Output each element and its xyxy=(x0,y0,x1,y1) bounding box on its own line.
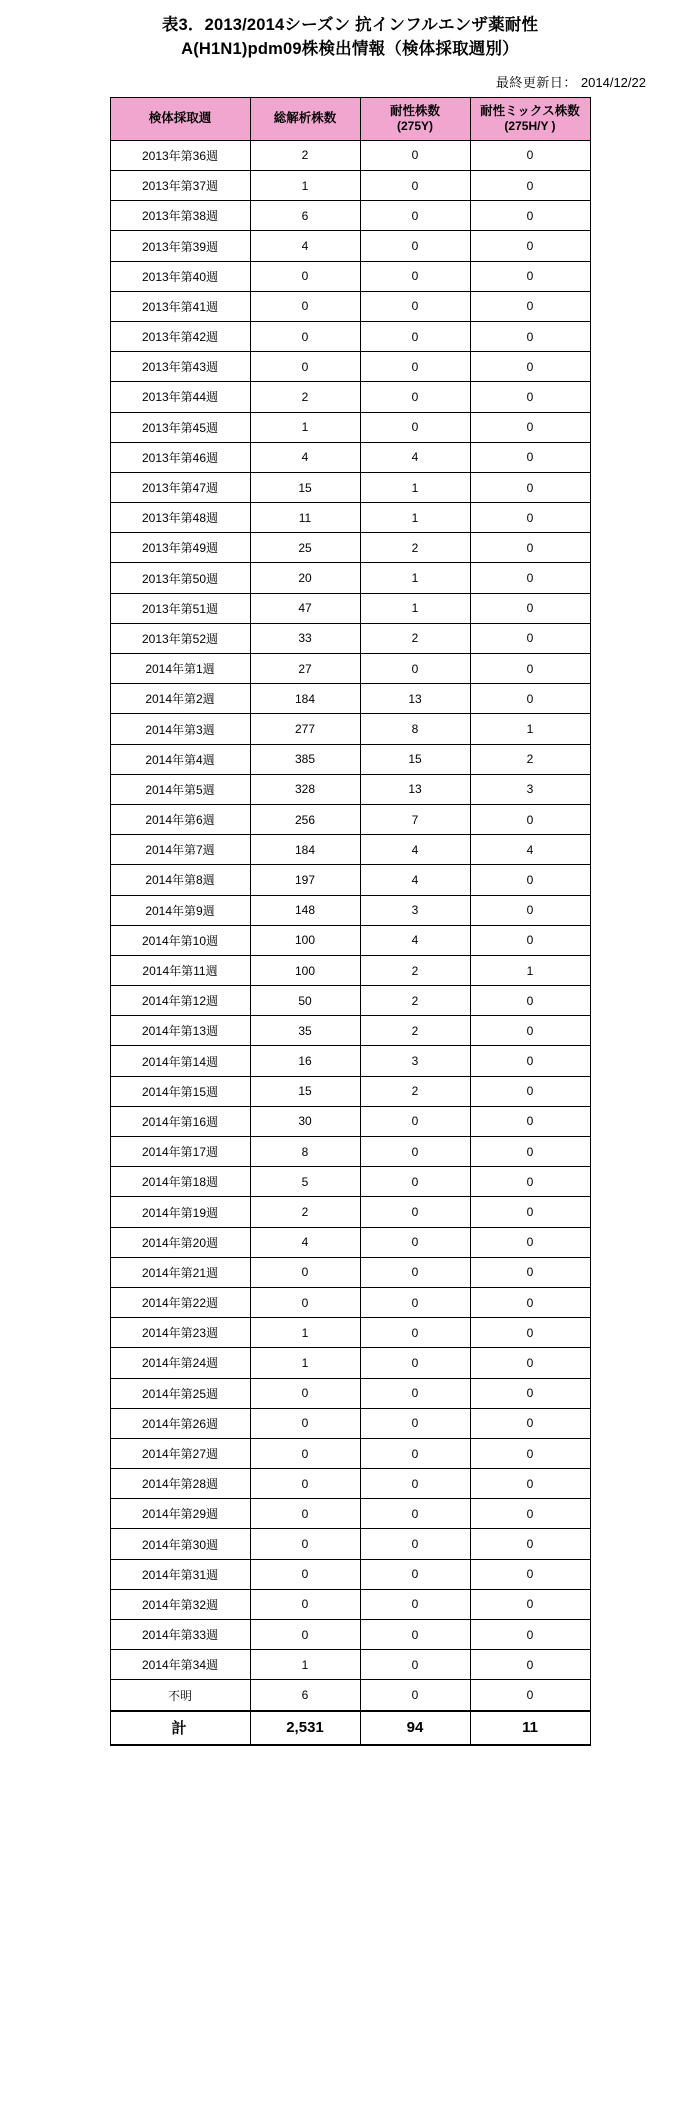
cell-week: 2013年第49週 xyxy=(110,533,250,563)
cell-mixed: 0 xyxy=(470,925,590,955)
table-row xyxy=(110,1227,590,1257)
table-row xyxy=(110,955,590,985)
cell-total: 1 xyxy=(250,1318,360,1348)
cell-mixed: 0 xyxy=(470,1167,590,1197)
cell-resistant: 0 xyxy=(360,261,470,291)
cell-total: 277 xyxy=(250,714,360,744)
cell-week: 2014年第6週 xyxy=(110,804,250,834)
cell-resistant: 0 xyxy=(360,1559,470,1589)
table-row xyxy=(110,1620,590,1650)
cell-resistant: 3 xyxy=(360,895,470,925)
table-row xyxy=(110,1257,590,1287)
column-header-week-main: 検体採取週 xyxy=(148,111,212,126)
cell-resistant: 4 xyxy=(360,925,470,955)
table-row xyxy=(110,1529,590,1559)
column-header-total-main: 総解析株数 xyxy=(273,111,337,126)
cell-total: 0 xyxy=(250,1469,360,1499)
table-row xyxy=(110,1137,590,1167)
cell-resistant: 0 xyxy=(360,1318,470,1348)
table-row xyxy=(110,1046,590,1076)
cell-total: 0 xyxy=(250,1378,360,1408)
cell-resistant: 4 xyxy=(360,865,470,895)
cell-mixed: 0 xyxy=(470,1348,590,1378)
cell-total: 20 xyxy=(250,563,360,593)
cell-week: 2013年第48週 xyxy=(110,503,250,533)
cell-total: 6 xyxy=(250,1680,360,1711)
table-row xyxy=(110,1408,590,1438)
cell-week: 2013年第52週 xyxy=(110,623,250,653)
cell-week: 不明 xyxy=(110,1680,250,1711)
cell-mixed: 0 xyxy=(470,1589,590,1619)
table-body xyxy=(110,140,590,1744)
cell-mixed: 0 xyxy=(470,1650,590,1680)
cell-mixed: 1 xyxy=(470,714,590,744)
cell-mixed: 0 xyxy=(470,1137,590,1167)
table-row xyxy=(110,563,590,593)
last-updated-value: 2014/12/22 xyxy=(580,74,646,90)
cell-mixed: 0 xyxy=(470,895,590,925)
table-row xyxy=(110,1287,590,1317)
cell-week: 2013年第46週 xyxy=(110,442,250,472)
cell-total: 328 xyxy=(250,774,360,804)
cell-mixed: 4 xyxy=(470,835,590,865)
cell-week: 2014年第22週 xyxy=(110,1287,250,1317)
cell-week: 2014年第34週 xyxy=(110,1650,250,1680)
cell-total: 0 xyxy=(250,1438,360,1468)
cell-mixed: 0 xyxy=(470,654,590,684)
cell-total: 0 xyxy=(250,352,360,382)
cell-total: 0 xyxy=(250,1620,360,1650)
cell-total: 33 xyxy=(250,623,360,653)
cell-total: 184 xyxy=(250,684,360,714)
cell-total: 4 xyxy=(250,231,360,261)
column-header-mixed-main: 耐性ミックス株数 xyxy=(480,103,580,118)
cell-resistant: 0 xyxy=(360,1680,470,1711)
table-row xyxy=(110,140,590,170)
cell-resistant: 0 xyxy=(360,382,470,412)
cell-week: 2014年第8週 xyxy=(110,865,250,895)
cell-resistant: 0 xyxy=(360,1197,470,1227)
table-row xyxy=(110,1469,590,1499)
cell-week: 2014年第28週 xyxy=(110,1469,250,1499)
table-container xyxy=(0,97,700,1746)
cell-total: 35 xyxy=(250,1016,360,1046)
cell-total: 2 xyxy=(250,1197,360,1227)
table-row xyxy=(110,533,590,563)
table-row xyxy=(110,835,590,865)
cell-resistant: 0 xyxy=(360,1348,470,1378)
cell-total: 2 xyxy=(250,140,360,170)
cell-resistant: 1 xyxy=(360,503,470,533)
cell-resistant: 7 xyxy=(360,804,470,834)
cell-week: 2014年第19週 xyxy=(110,1197,250,1227)
cell-mixed: 0 xyxy=(470,563,590,593)
cell-resistant: 2 xyxy=(360,986,470,1016)
cell-mixed: 0 xyxy=(470,1046,590,1076)
cell-mixed: 0 xyxy=(470,684,590,714)
cell-total: 184 xyxy=(250,835,360,865)
cell-mixed: 0 xyxy=(470,382,590,412)
cell-mixed: 1 xyxy=(470,955,590,985)
cell-resistant: 0 xyxy=(360,321,470,351)
table-row xyxy=(110,1106,590,1136)
cell-week: 2014年第26週 xyxy=(110,1408,250,1438)
cell-mixed: 0 xyxy=(470,231,590,261)
cell-week: 2014年第14週 xyxy=(110,1046,250,1076)
cell-mixed: 0 xyxy=(470,1620,590,1650)
cell-total: 15 xyxy=(250,472,360,502)
cell-week: 2014年第21週 xyxy=(110,1257,250,1287)
cell-mixed: 0 xyxy=(470,1378,590,1408)
cell-total: 148 xyxy=(250,895,360,925)
table-header-row xyxy=(110,97,590,140)
cell-total: 0 xyxy=(250,1287,360,1317)
cell-total: 1 xyxy=(250,412,360,442)
page-title xyxy=(0,0,700,62)
cell-mixed: 0 xyxy=(470,1559,590,1589)
column-header-resistant xyxy=(360,97,470,140)
table-total-row xyxy=(110,1711,590,1745)
cell-week: 2014年第25週 xyxy=(110,1378,250,1408)
table-row xyxy=(110,1650,590,1680)
title-line-1: 表3．2013/2014シーズン 抗インフルエンザ薬耐性 xyxy=(161,16,539,34)
cell-resistant: 0 xyxy=(360,1378,470,1408)
cell-resistant: 1 xyxy=(360,563,470,593)
cell-resistant: 0 xyxy=(360,1469,470,1499)
cell-resistant: 0 xyxy=(360,201,470,231)
cell-week: 2013年第38週 xyxy=(110,201,250,231)
cell-week: 2014年第15週 xyxy=(110,1076,250,1106)
cell-total: 8 xyxy=(250,1137,360,1167)
cell-mixed: 0 xyxy=(470,1318,590,1348)
cell-mixed: 0 xyxy=(470,1529,590,1559)
cell-week: 2014年第23週 xyxy=(110,1318,250,1348)
table-row xyxy=(110,1318,590,1348)
cell-resistant: 0 xyxy=(360,654,470,684)
cell-week: 2014年第7週 xyxy=(110,835,250,865)
table-row xyxy=(110,714,590,744)
cell-week: 2014年第31週 xyxy=(110,1559,250,1589)
cell-resistant: 0 xyxy=(360,1589,470,1619)
cell-week: 2013年第50週 xyxy=(110,563,250,593)
cell-mixed: 0 xyxy=(470,1287,590,1317)
total-row-label: 計 xyxy=(110,1711,250,1745)
cell-total: 16 xyxy=(250,1046,360,1076)
table-row xyxy=(110,231,590,261)
table-row xyxy=(110,201,590,231)
cell-resistant: 0 xyxy=(360,1227,470,1257)
cell-resistant: 0 xyxy=(360,291,470,321)
column-header-resistant-main: 耐性株数 xyxy=(389,103,440,118)
cell-total: 0 xyxy=(250,291,360,321)
cell-total: 4 xyxy=(250,442,360,472)
cell-total: 0 xyxy=(250,1559,360,1589)
cell-week: 2013年第40週 xyxy=(110,261,250,291)
cell-resistant: 3 xyxy=(360,1046,470,1076)
cell-resistant: 4 xyxy=(360,442,470,472)
cell-resistant: 0 xyxy=(360,1137,470,1167)
cell-resistant: 0 xyxy=(360,171,470,201)
cell-mixed: 0 xyxy=(470,865,590,895)
cell-resistant: 0 xyxy=(360,1438,470,1468)
cell-week: 2014年第2週 xyxy=(110,684,250,714)
table-row xyxy=(110,1680,590,1711)
cell-resistant: 2 xyxy=(360,1076,470,1106)
cell-total: 0 xyxy=(250,1257,360,1287)
cell-total: 2 xyxy=(250,382,360,412)
cell-total: 6 xyxy=(250,201,360,231)
cell-week: 2014年第27週 xyxy=(110,1438,250,1468)
table-row xyxy=(110,774,590,804)
cell-mixed: 0 xyxy=(470,140,590,170)
cell-week: 2014年第33週 xyxy=(110,1620,250,1650)
cell-week: 2013年第44週 xyxy=(110,382,250,412)
cell-resistant: 0 xyxy=(360,1408,470,1438)
cell-resistant: 0 xyxy=(360,352,470,382)
cell-total: 5 xyxy=(250,1167,360,1197)
cell-total: 0 xyxy=(250,1499,360,1529)
table-row xyxy=(110,261,590,291)
cell-mixed: 0 xyxy=(470,1408,590,1438)
cell-resistant: 13 xyxy=(360,774,470,804)
table-row xyxy=(110,442,590,472)
cell-week: 2013年第43週 xyxy=(110,352,250,382)
cell-week: 2014年第16週 xyxy=(110,1106,250,1136)
cell-mixed: 0 xyxy=(470,321,590,351)
cell-total: 1 xyxy=(250,1348,360,1378)
cell-mixed: 0 xyxy=(470,442,590,472)
cell-mixed: 3 xyxy=(470,774,590,804)
cell-mixed: 0 xyxy=(470,503,590,533)
table-row xyxy=(110,684,590,714)
cell-resistant: 8 xyxy=(360,714,470,744)
column-header-week xyxy=(110,97,250,140)
cell-resistant: 0 xyxy=(360,1106,470,1136)
cell-resistant: 0 xyxy=(360,1287,470,1317)
table-row xyxy=(110,382,590,412)
cell-total: 0 xyxy=(250,261,360,291)
cell-total: 4 xyxy=(250,1227,360,1257)
cell-mixed: 0 xyxy=(470,533,590,563)
cell-resistant: 0 xyxy=(360,1529,470,1559)
cell-total: 100 xyxy=(250,955,360,985)
table-row xyxy=(110,804,590,834)
cell-mixed: 0 xyxy=(470,1197,590,1227)
table-row xyxy=(110,472,590,502)
cell-mixed: 0 xyxy=(470,1106,590,1136)
table-row xyxy=(110,291,590,321)
table-row xyxy=(110,1076,590,1106)
table-row xyxy=(110,865,590,895)
table-row xyxy=(110,623,590,653)
cell-week: 2013年第45週 xyxy=(110,412,250,442)
cell-mixed: 0 xyxy=(470,472,590,502)
cell-resistant: 0 xyxy=(360,1650,470,1680)
cell-week: 2013年第47週 xyxy=(110,472,250,502)
cell-total: 385 xyxy=(250,744,360,774)
cell-week: 2014年第30週 xyxy=(110,1529,250,1559)
table-row xyxy=(110,1438,590,1468)
cell-resistant: 0 xyxy=(360,1167,470,1197)
table-row xyxy=(110,412,590,442)
detection-table xyxy=(110,97,591,1746)
cell-week: 2014年第24週 xyxy=(110,1348,250,1378)
cell-week: 2014年第13週 xyxy=(110,1016,250,1046)
cell-week: 2014年第32週 xyxy=(110,1589,250,1619)
cell-resistant: 4 xyxy=(360,835,470,865)
table-row xyxy=(110,503,590,533)
cell-total: 1 xyxy=(250,171,360,201)
cell-week: 2013年第39週 xyxy=(110,231,250,261)
cell-week: 2014年第29週 xyxy=(110,1499,250,1529)
last-updated-label: 最終更新日： xyxy=(495,74,577,90)
cell-mixed: 0 xyxy=(470,1076,590,1106)
table-row xyxy=(110,895,590,925)
cell-total: 15 xyxy=(250,1076,360,1106)
cell-week: 2014年第20週 xyxy=(110,1227,250,1257)
cell-resistant: 1 xyxy=(360,472,470,502)
last-updated xyxy=(0,72,700,91)
table-row xyxy=(110,1016,590,1046)
cell-week: 2014年第18週 xyxy=(110,1167,250,1197)
cell-resistant: 0 xyxy=(360,140,470,170)
cell-week: 2014年第1週 xyxy=(110,654,250,684)
cell-mixed: 0 xyxy=(470,201,590,231)
column-header-mixed-sub: (275H/Y ) xyxy=(504,119,556,134)
cell-mixed: 0 xyxy=(470,1469,590,1499)
cell-mixed: 0 xyxy=(470,352,590,382)
cell-week: 2014年第9週 xyxy=(110,895,250,925)
cell-mixed: 0 xyxy=(470,623,590,653)
cell-mixed: 0 xyxy=(470,261,590,291)
cell-total: 256 xyxy=(250,804,360,834)
cell-resistant: 2 xyxy=(360,623,470,653)
cell-total: 27 xyxy=(250,654,360,684)
table-row xyxy=(110,1167,590,1197)
cell-total: 0 xyxy=(250,1529,360,1559)
table-row xyxy=(110,593,590,623)
cell-mixed: 0 xyxy=(470,804,590,834)
cell-total: 50 xyxy=(250,986,360,1016)
table-row xyxy=(110,1499,590,1529)
cell-mixed: 0 xyxy=(470,412,590,442)
table-row xyxy=(110,925,590,955)
cell-total: 197 xyxy=(250,865,360,895)
cell-week: 2013年第41週 xyxy=(110,291,250,321)
cell-mixed: 0 xyxy=(470,1680,590,1711)
table-header xyxy=(110,97,590,140)
cell-mixed: 0 xyxy=(470,1438,590,1468)
table-row xyxy=(110,171,590,201)
cell-resistant: 15 xyxy=(360,744,470,774)
cell-mixed: 0 xyxy=(470,291,590,321)
table-row xyxy=(110,1589,590,1619)
cell-mixed: 0 xyxy=(470,171,590,201)
cell-week: 2013年第36週 xyxy=(110,140,250,170)
cell-week: 2013年第51週 xyxy=(110,593,250,623)
cell-week: 2014年第12週 xyxy=(110,986,250,1016)
total-row-resistant: 94 xyxy=(360,1711,470,1745)
cell-total: 0 xyxy=(250,1589,360,1619)
table-row xyxy=(110,1348,590,1378)
cell-week: 2014年第3週 xyxy=(110,714,250,744)
cell-total: 0 xyxy=(250,1408,360,1438)
cell-resistant: 2 xyxy=(360,1016,470,1046)
cell-week: 2014年第10週 xyxy=(110,925,250,955)
cell-resistant: 13 xyxy=(360,684,470,714)
cell-resistant: 0 xyxy=(360,1499,470,1529)
title-line-2: A(H1N1)pdm09株検出情報（検体採取週別） xyxy=(181,39,519,58)
cell-mixed: 0 xyxy=(470,593,590,623)
cell-resistant: 0 xyxy=(360,1257,470,1287)
table-row xyxy=(110,744,590,774)
cell-total: 100 xyxy=(250,925,360,955)
cell-resistant: 2 xyxy=(360,955,470,985)
cell-mixed: 0 xyxy=(470,1227,590,1257)
cell-week: 2013年第42週 xyxy=(110,321,250,351)
cell-mixed: 0 xyxy=(470,1499,590,1529)
cell-resistant: 2 xyxy=(360,533,470,563)
cell-week: 2014年第11週 xyxy=(110,955,250,985)
cell-total: 11 xyxy=(250,503,360,533)
cell-total: 25 xyxy=(250,533,360,563)
table-row xyxy=(110,1197,590,1227)
total-row-total: 2,531 xyxy=(250,1711,360,1745)
table-row xyxy=(110,321,590,351)
cell-resistant: 0 xyxy=(360,412,470,442)
cell-total: 1 xyxy=(250,1650,360,1680)
total-row-mixed: 11 xyxy=(470,1711,590,1745)
cell-week: 2013年第37週 xyxy=(110,171,250,201)
cell-mixed: 0 xyxy=(470,1257,590,1287)
cell-total: 47 xyxy=(250,593,360,623)
cell-resistant: 0 xyxy=(360,231,470,261)
table-row xyxy=(110,986,590,1016)
cell-mixed: 2 xyxy=(470,744,590,774)
table-row xyxy=(110,1559,590,1589)
cell-week: 2014年第5週 xyxy=(110,774,250,804)
column-header-resistant-sub: (275Y) xyxy=(396,119,434,134)
cell-resistant: 1 xyxy=(360,593,470,623)
cell-week: 2014年第17週 xyxy=(110,1137,250,1167)
table-row xyxy=(110,352,590,382)
cell-mixed: 0 xyxy=(470,1016,590,1046)
column-header-mixed xyxy=(470,97,590,140)
table-row xyxy=(110,1378,590,1408)
table-row xyxy=(110,654,590,684)
cell-total: 0 xyxy=(250,321,360,351)
cell-total: 30 xyxy=(250,1106,360,1136)
column-header-total xyxy=(250,97,360,140)
cell-week: 2014年第4週 xyxy=(110,744,250,774)
cell-resistant: 0 xyxy=(360,1620,470,1650)
cell-mixed: 0 xyxy=(470,986,590,1016)
